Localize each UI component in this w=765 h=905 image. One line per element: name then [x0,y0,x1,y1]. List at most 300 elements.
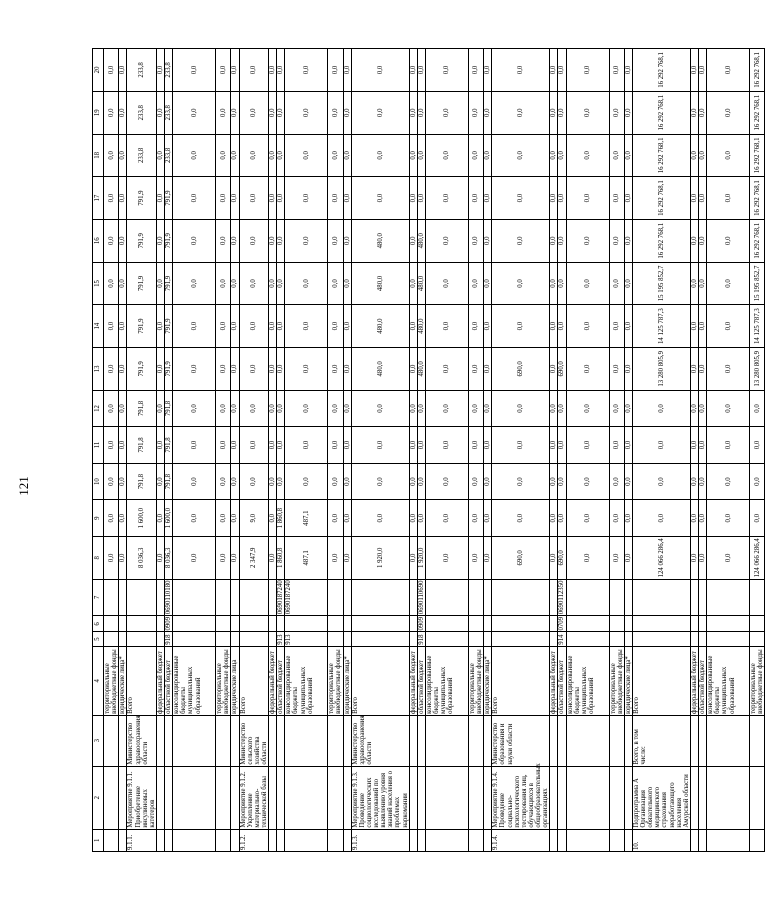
value-cell: 1 600,0 [165,500,173,537]
value-cell: 0,0 [409,219,417,262]
executor: Министерство образования и науки области [492,715,550,766]
code-section [285,616,328,632]
code-grbs [216,632,231,646]
code-section: 0709 [558,616,566,631]
table-row [750,49,765,852]
value-cell: 0,0 [558,500,566,537]
row-number [156,829,164,851]
measure-name: Мероприятие 9.1.1. Приобретение инсулиновых катетеров [127,766,157,829]
value-cell: 0,0 [484,262,492,305]
table-row [127,49,157,852]
value-cell: 0,0 [609,500,624,537]
row-number [328,829,343,851]
value-cell: 0,0 [285,49,328,92]
code-target [699,579,707,616]
value-cell: 0,0 [269,463,277,500]
value-cell: 0,0 [104,177,119,220]
funding-source: консолидированные бюджеты муниципальных образований [173,646,216,715]
value-cell: 0,0 [690,536,698,579]
funding-source: консолидированные бюджеты муниципальных образований [566,646,609,715]
value-cell: 0,0 [231,262,239,305]
code-target [468,579,483,616]
value-cell: 0,0 [492,262,550,305]
value-cell: 0,0 [239,177,269,220]
value-cell: 0,0 [609,536,624,579]
executor [699,715,707,766]
value-cell: 0,0 [558,91,566,134]
value-cell: 124 066 286,4 [632,536,690,579]
funding-source: территориальные внебюджетные фонды [328,646,343,715]
code-grbs [127,632,157,646]
value-cell: 0,0 [484,427,492,464]
value-cell: 0,0 [425,177,468,220]
code-grbs [425,632,468,646]
value-cell: 0,0 [231,463,239,500]
value-cell: 0,0 [269,500,277,537]
value-cell: 791,9 [165,262,173,305]
code-target [484,579,492,616]
value-cell: 0,0 [558,219,566,262]
value-cell: 0,0 [216,262,231,305]
value-cell: 0,0 [239,49,269,92]
row-number: 9.1.2. [239,829,269,851]
value-cell: 0,0 [468,500,483,537]
value-cell: 0,0 [119,49,127,92]
value-cell: 1 600,0 [127,500,157,537]
value-cell: 0,0 [328,91,343,134]
executor [707,715,750,766]
value-cell: 0,0 [156,91,164,134]
value-cell: 791,9 [165,305,173,348]
measure-name [104,766,119,829]
code-section [624,616,632,632]
value-cell: 0,0 [269,427,277,464]
value-cell: 0,0 [328,305,343,348]
value-cell: 0,0 [277,305,285,348]
measure-name [484,766,492,829]
value-cell: 0,0 [417,390,425,427]
funding-source: юридические лица* [343,646,351,715]
executor [173,715,216,766]
code-target [609,579,624,616]
value-cell: 0,0 [492,91,550,134]
code-grbs [239,632,269,646]
value-cell: 0,0 [624,463,632,500]
code-section [231,616,239,632]
value-cell: 0,0 [216,91,231,134]
row-number [699,829,707,851]
value-cell: 0,0 [231,427,239,464]
value-cell: 16 292 768,1 [632,91,690,134]
funding-source: областной бюджет [558,646,566,715]
value-cell: 791,9 [127,219,157,262]
value-cell: 0,0 [707,177,750,220]
value-cell: 0,0 [690,463,698,500]
value-cell: 0,0 [417,427,425,464]
value-cell: 0,0 [624,390,632,427]
value-cell: 0,0 [277,91,285,134]
funding-source: областной бюджет [165,646,173,715]
value-cell: 0,0 [231,134,239,177]
code-grbs: 913 [277,632,285,646]
code-grbs [468,632,483,646]
value-cell: 480,0 [417,347,425,390]
column-header: 8 [93,536,104,579]
value-cell: 487,1 [285,500,328,537]
value-cell: 0,0 [417,463,425,500]
value-cell: 8 036,3 [127,536,157,579]
code-section [277,616,285,632]
funding-source: территориальные внебюджетные фонды [216,646,231,715]
value-cell: 0,0 [425,463,468,500]
value-cell: 690,0 [492,347,550,390]
table-body [104,49,765,852]
value-cell: 0,0 [699,177,707,220]
value-cell: 0,0 [492,177,550,220]
code-grbs: 913 [285,632,328,646]
funding-source: территориальные внебюджетные фонды [609,646,624,715]
funding-source: Всего [239,646,269,715]
value-cell: 0,0 [231,219,239,262]
code-target [173,579,216,616]
value-cell: 0,0 [239,91,269,134]
measure-name [285,766,328,829]
value-cell: 0,0 [690,390,698,427]
measure-name [328,766,343,829]
value-cell: 0,0 [216,134,231,177]
value-cell: 0,0 [277,347,285,390]
value-cell: 0,0 [104,305,119,348]
value-cell: 0,0 [409,262,417,305]
value-cell: 0,0 [328,463,343,500]
code-section [269,616,277,632]
value-cell: 0,0 [239,134,269,177]
row-number [165,829,173,851]
code-target [624,579,632,616]
value-cell: 2 347,9 [239,536,269,579]
column-header: 17 [93,177,104,220]
executor [119,715,127,766]
value-cell: 480,0 [417,219,425,262]
value-cell: 0,0 [277,262,285,305]
value-cell: 0,0 [343,91,351,134]
executor [468,715,483,766]
value-cell: 0,0 [119,347,127,390]
code-grbs [328,632,343,646]
code-grbs [343,632,351,646]
value-cell: 0,0 [343,427,351,464]
value-cell: 0,0 [566,91,609,134]
value-cell: 791,9 [127,305,157,348]
code-grbs [173,632,216,646]
funding-source: консолидированные бюджеты муниципальных образований [285,646,328,715]
value-cell: 0,0 [417,91,425,134]
value-cell: 0,0 [492,390,550,427]
value-cell: 0,0 [690,262,698,305]
value-cell: 0,0 [104,463,119,500]
value-cell: 0,0 [173,177,216,220]
table-row [231,49,239,852]
value-cell: 0,0 [277,134,285,177]
value-cell: 0,0 [104,91,119,134]
value-cell: 0,0 [558,177,566,220]
value-cell: 0,0 [104,134,119,177]
value-cell: 233,8 [165,49,173,92]
column-header: 19 [93,91,104,134]
value-cell: 0,0 [231,177,239,220]
value-cell: 0,0 [343,347,351,390]
value-cell: 0,0 [156,49,164,92]
value-cell: 0,0 [707,500,750,537]
code-section [328,616,343,632]
value-cell: 0,0 [231,347,239,390]
value-cell: 0,0 [156,262,164,305]
value-cell: 0,0 [550,500,558,537]
funding-source: федеральный бюджет [269,646,277,715]
table-row [156,49,164,852]
value-cell: 0,0 [156,390,164,427]
value-cell: 0,0 [707,305,750,348]
value-cell: 0,0 [558,463,566,500]
code-grbs [624,632,632,646]
column-header: 15 [93,262,104,305]
executor [417,715,425,766]
code-section [216,616,231,632]
value-cell: 0,0 [624,219,632,262]
value-cell: 0,0 [550,91,558,134]
value-cell: 0,0 [173,427,216,464]
measure-name: Подпрограмма А Организация обязательного медицинского страхования неработающего населения Амурской области [632,766,690,829]
measure-name [750,766,765,829]
value-cell: 0,0 [328,49,343,92]
value-cell: 0,0 [624,49,632,92]
code-section [409,616,417,632]
column-header: 2 [93,766,104,829]
value-cell: 0,0 [484,305,492,348]
code-grbs [119,632,127,646]
executor [484,715,492,766]
row-number [707,829,750,851]
funding-source: Всего [351,646,409,715]
value-cell: 0,0 [277,427,285,464]
value-cell: 0,0 [566,347,609,390]
value-cell: 0,0 [343,219,351,262]
value-cell: 0,0 [173,500,216,537]
value-cell: 0,0 [277,390,285,427]
value-cell: 0,0 [566,500,609,537]
executor [269,715,277,766]
value-cell: 0,0 [409,91,417,134]
value-cell: 791,8 [127,463,157,500]
value-cell: 791,8 [165,427,173,464]
value-cell: 0,0 [409,390,417,427]
value-cell: 0,0 [699,463,707,500]
row-number [558,829,566,851]
value-cell: 0,0 [269,219,277,262]
executor [277,715,285,766]
table-row [328,49,343,852]
table-row [277,49,285,852]
table-row [417,49,425,852]
value-cell: 0,0 [632,390,690,427]
value-cell: 0,0 [699,219,707,262]
value-cell: 0,0 [624,347,632,390]
column-header: 11 [93,427,104,464]
column-header: 3 [93,715,104,766]
funding-source: областной бюджет [277,646,285,715]
column-header: 1 [93,829,104,851]
measure-name [409,766,417,829]
measure-name [425,766,468,829]
executor [231,715,239,766]
code-target [156,579,164,616]
value-cell: 0,0 [173,219,216,262]
value-cell: 0,0 [409,134,417,177]
value-cell: 0,0 [550,347,558,390]
value-cell: 0,0 [468,347,483,390]
header-row [93,49,104,852]
funding-source: областной бюджет [417,646,425,715]
value-cell: 0,0 [566,177,609,220]
value-cell: 0,0 [216,219,231,262]
value-cell: 0,0 [690,91,698,134]
value-cell: 0,0 [609,390,624,427]
value-cell: 0,0 [285,262,328,305]
code-section [173,616,216,632]
column-header: 6 [93,616,104,632]
value-cell: 0,0 [425,500,468,537]
funding-source: Всего [632,646,690,715]
value-cell: 0,0 [624,536,632,579]
value-cell: 0,0 [231,305,239,348]
value-cell: 0,0 [624,500,632,537]
value-cell: 0,0 [409,177,417,220]
row-number [609,829,624,851]
value-cell: 16 292 768,1 [750,134,765,177]
funding-source: юридические лица* [624,646,632,715]
executor: Министерство здравоохранения области [351,715,409,766]
value-cell: 487,1 [285,536,328,579]
value-cell: 0,0 [173,305,216,348]
executor [285,715,328,766]
value-cell: 0,0 [409,305,417,348]
value-cell: 0,0 [707,262,750,305]
value-cell: 0,0 [351,390,409,427]
value-cell: 0,0 [269,262,277,305]
measure-name [165,766,173,829]
value-cell: 791,9 [165,347,173,390]
funding-source: юридические лица* [484,646,492,715]
value-cell: 124 066 286,4 [750,536,765,579]
value-cell: 0,0 [558,390,566,427]
table-row [624,49,632,852]
executor [558,715,566,766]
funding-source: федеральный бюджет [156,646,164,715]
code-section [690,616,698,632]
value-cell: 0,0 [104,262,119,305]
code-grbs [409,632,417,646]
value-cell: 16 292 768,1 [750,49,765,92]
value-cell: 0,0 [699,305,707,348]
value-cell: 0,0 [558,49,566,92]
value-cell: 0,0 [343,177,351,220]
row-number: 9.1.1. [127,829,157,851]
table-row [216,49,231,852]
row-number [285,829,328,851]
table-row [351,49,409,852]
code-target [328,579,343,616]
value-cell: 233,8 [165,134,173,177]
value-cell: 791,8 [127,390,157,427]
value-cell: 0,0 [156,347,164,390]
row-number [484,829,492,851]
column-header: 5 [93,632,104,646]
executor [690,715,698,766]
code-grbs: 918 [165,632,173,646]
executor [624,715,632,766]
value-cell: 0,0 [351,177,409,220]
value-cell: 480,0 [417,305,425,348]
code-grbs [231,632,239,646]
value-cell: 0,0 [328,500,343,537]
value-cell: 0,0 [104,536,119,579]
value-cell: 0,0 [239,390,269,427]
row-number: 10. [632,829,690,851]
value-cell: 0,0 [699,134,707,177]
code-target [119,579,127,616]
measure-name: Мероприятие 9.1.3. Проведение социологических исследований по выявлению уровня знаний населения о проблемах наркомании [351,766,409,829]
value-cell: 0,0 [239,262,269,305]
value-cell: 0,0 [328,390,343,427]
executor [409,715,417,766]
value-cell: 0,0 [492,219,550,262]
measure-name [343,766,351,829]
executor: Министерство здравоохранения области [127,715,157,766]
value-cell: 0,0 [269,305,277,348]
table-row [550,49,558,852]
value-cell: 0,0 [624,262,632,305]
value-cell: 0,0 [690,177,698,220]
value-cell: 233,8 [165,91,173,134]
value-cell: 0,0 [690,347,698,390]
value-cell: 0,0 [277,219,285,262]
value-cell: 0,0 [609,91,624,134]
row-number [750,829,765,851]
value-cell: 0,0 [104,49,119,92]
measure-name: Мероприятие 9.1.4. Проведение социально-психологического тестирования лиц, обучающихся в общеобразовательных организациях [492,763,550,828]
value-cell: 0,0 [343,49,351,92]
value-cell: 0,0 [492,500,550,537]
value-cell: 0,0 [707,49,750,92]
value-cell: 0,0 [707,134,750,177]
code-target [239,579,269,616]
value-cell: 13 280 805,9 [750,347,765,390]
row-number [343,829,351,851]
row-number [104,829,119,851]
executor [343,715,351,766]
value-cell: 0,0 [351,500,409,537]
value-cell: 0,0 [277,463,285,500]
code-grbs [566,632,609,646]
value-cell: 0,0 [468,219,483,262]
row-number [269,829,277,851]
value-cell: 0,0 [216,536,231,579]
value-cell: 0,0 [216,49,231,92]
value-cell: 0,0 [468,262,483,305]
value-cell: 16 292 768,1 [632,49,690,92]
value-cell: 0,0 [425,536,468,579]
value-cell: 0,0 [269,390,277,427]
